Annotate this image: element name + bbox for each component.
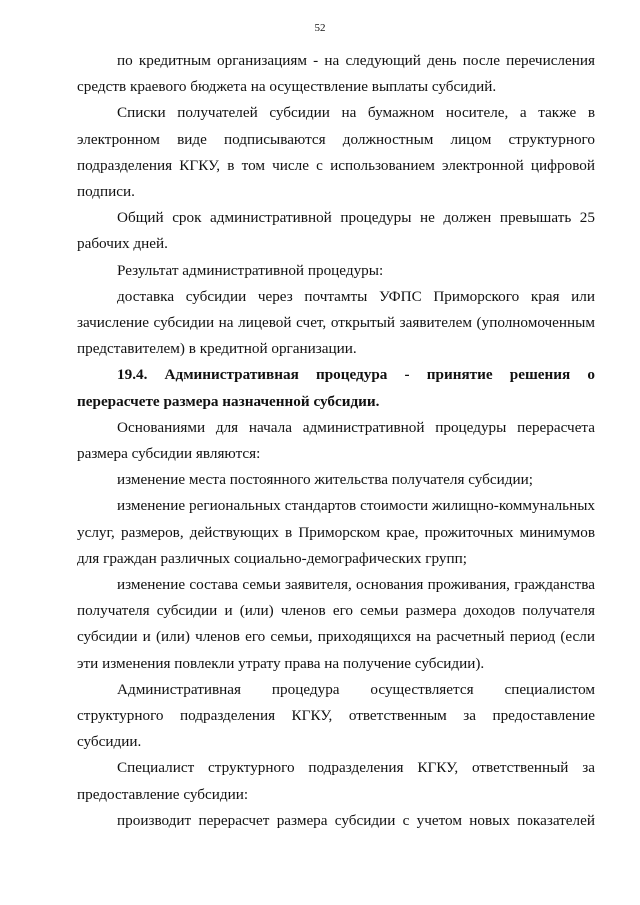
page-body: [77, 48, 595, 834]
paragraph-result-title: Результат административной процедуры:: [117, 261, 384, 279]
page-number: 52: [314, 22, 326, 34]
paragraph-continuation: по кредитным организациям - на следующий день после перечисления средств краевого бюджета на осуществление выплаты субсидий.: [77, 52, 595, 96]
paragraph-responsible-specialist: Административная процедура осуществляется специалистом структурного подразделения КГКУ, ответственным за предоставление субсидии.: [77, 680, 595, 751]
paragraph-recalculation: производит перерасчет размера субсидии с учетом новых показателей: [117, 811, 595, 829]
paragraph-grounds-intro: Основаниями для начала административной процедуры перерасчета размера субсидии являются:: [77, 418, 595, 463]
paragraph-ground-standards: изменение региональных стандартов стоимости жилищно-коммунальных услуг, размеров, действующих в Приморском крае, прожиточных минимумов для граждан различных социально-демографических групп;: [77, 497, 595, 567]
paragraph-ground-residence: изменение места постоянного жительства получателя субсидии;: [117, 471, 533, 489]
paragraph-specialist-duties: Специалист структурного подразделения КГКУ, ответственный за предоставление субсидии:: [77, 759, 595, 803]
paragraph-ground-family: изменение состава семьи заявителя, основания проживания, гражданства получателя субсидии и (или) членов его семьи размера доходов получателя субсидии и (или) членов его семьи, приходящихся на расчетный период (если эти изменения повлекли утрату права на получение субсидии).: [77, 576, 595, 672]
section-heading-19-4: 19.4. Административная процедура - принятие решения о перерасчете размера назначенной субсидии.: [77, 366, 595, 410]
paragraph-total-term: Общий срок административной процедуры не должен превышать 25 рабочих дней.: [77, 209, 595, 253]
paragraph-recipient-lists: Списки получателей субсидии на бумажном носителе, а также в электронном виде подписываются должностным лицом структурного подразделения КГКУ, в том числе с использованием электронной цифровой подписи.: [77, 104, 595, 201]
paragraph-result-delivery: доставка субсидии через почтамты УФПС Приморского края или зачисление субсидии на лицевой счет, открытый заявителем (уполномоченным представителем) в кредитной организации.: [77, 287, 595, 358]
